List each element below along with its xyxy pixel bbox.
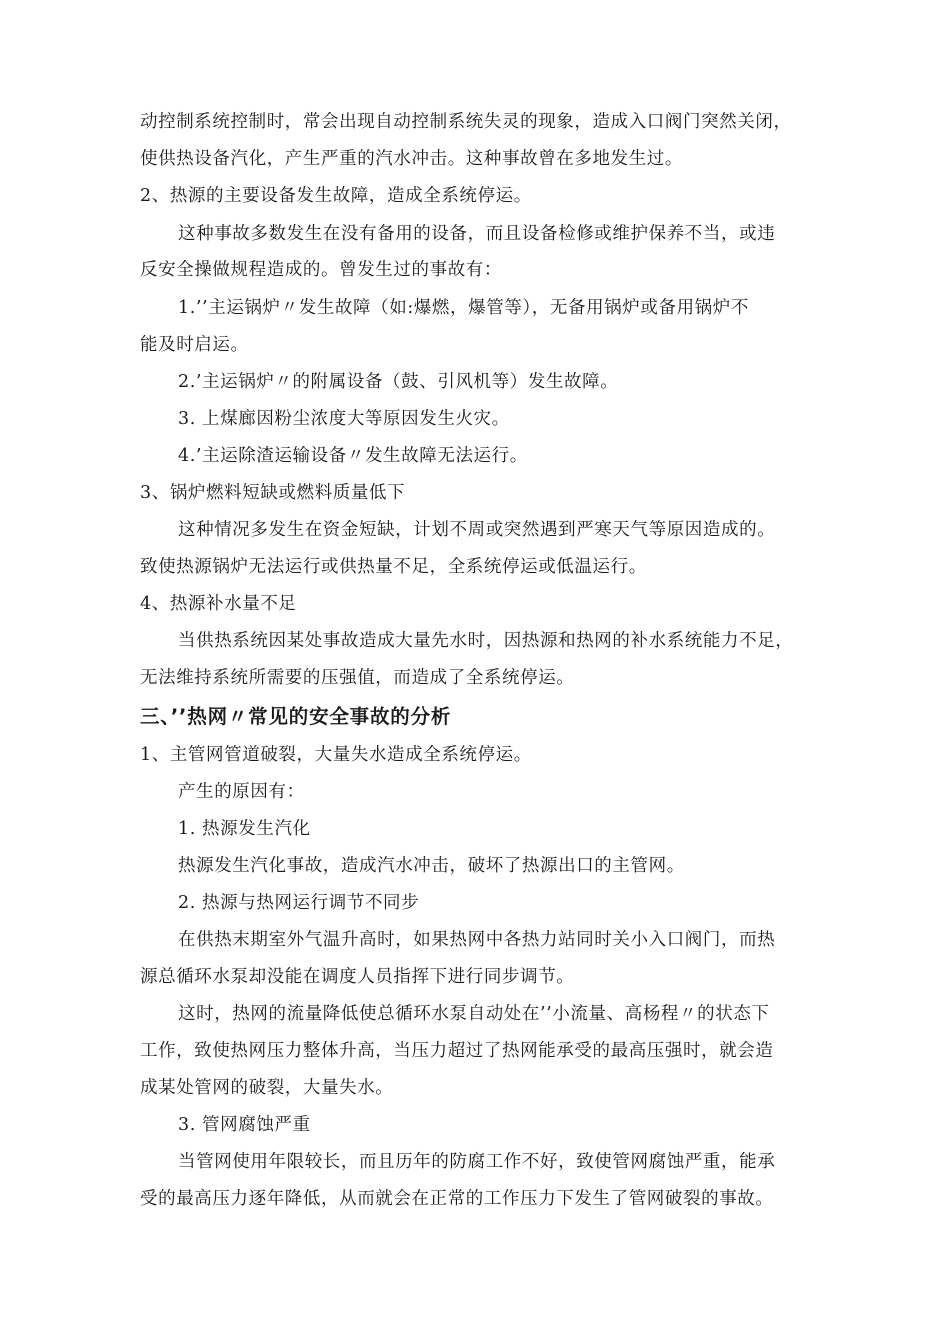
list-item: 2. 热源与热网运行调节不同步: [178, 893, 420, 913]
paragraph-line: 无法维持系统所需要的压强值，而造成了全系统停运。: [140, 668, 575, 688]
list-item: 1.’’主运锅炉〃发生故障（如:爆燃，爆管等），无备用锅炉或备用锅炉不: [178, 298, 749, 318]
list-item: 2.’主运锅炉〃的附属设备（鼓、引风机等）发生故障。: [178, 372, 619, 392]
list-item: 3. 管网腐蚀严重: [178, 1115, 311, 1135]
paragraph-line: 致使热源锅炉无法运行或供热量不足，全系统停运或低温运行。: [140, 557, 647, 577]
paragraph-line: 热源发生汽化事故，造成汽水冲击，破坏了热源出口的主管网。: [178, 856, 685, 876]
paragraph-line: 工作，致使热网压力整体升高，当压力超过了热网能承受的最高压强时，就会造: [140, 1041, 774, 1061]
section-item-title: 3、锅炉燃料短缺或燃料质量低下: [140, 483, 406, 503]
section-item-title: 1、主管网管道破裂，大量失水造成全系统停运。: [140, 745, 532, 765]
section-item-title: 2、热源的主要设备发生故障，造成全系统停运。: [140, 186, 532, 206]
paragraph-line: 源总循环水泵却没能在调度人员指挥下进行同步调节。: [140, 967, 575, 987]
paragraph-line: 这种事故多数发生在没有备用的设备，而且设备检修或维护保养不当，或违: [178, 224, 776, 244]
paragraph-line: 产生的原因有：: [178, 782, 305, 802]
paragraph-line: 当管网使用年限较长，而且历年的防腐工作不好，致使管网腐蚀严重，能承: [178, 1152, 776, 1172]
section-heading: 三、’’热网〃常见的安全事故的分析: [140, 705, 452, 728]
section-item-title: 4、热源补水量不足: [140, 594, 297, 614]
paragraph-line: 在供热末期室外气温升高时，如果热网中各热力站同时关小入口阀门，而热: [178, 930, 776, 950]
paragraph-line: 这时，热网的流量降低使总循环水泵自动处在’’小流量、高杨程〃的状态下: [178, 1004, 770, 1024]
paragraph-line: 能及时启运。: [140, 335, 249, 355]
list-item: 1. 热源发生汽化: [178, 819, 311, 839]
paragraph-line: 受的最高压力逐年降低，从而就会在正常的工作压力下发生了管网破裂的事故。: [140, 1189, 774, 1209]
list-item: 4.’主运除渣运输设备〃发生故障无法运行。: [178, 446, 528, 466]
paragraph-line: 当供热系统因某处事故造成大量先水时，因热源和热网的补水系统能力不足，: [178, 631, 794, 651]
list-item: 3. 上煤廊因粉尘浓度大等原因发生火灾。: [178, 409, 510, 429]
paragraph-line: 使供热设备汽化，产生严重的汽水冲击。这种事故曾在多地发生过。: [140, 149, 683, 169]
paragraph-line: 动控制系统控制时，常会出现自动控制系统失灵的现象，造成入口阀门突然关闭，: [140, 112, 792, 132]
paragraph-line: 反安全操做规程造成的。曾发生过的事故有：: [140, 260, 502, 280]
paragraph-line: 成某处管网的破裂，大量失水。: [140, 1078, 394, 1098]
paragraph-line: 这种情况多发生在资金短缺，计划不周或突然遇到严寒天气等原因造成的。: [178, 520, 776, 540]
